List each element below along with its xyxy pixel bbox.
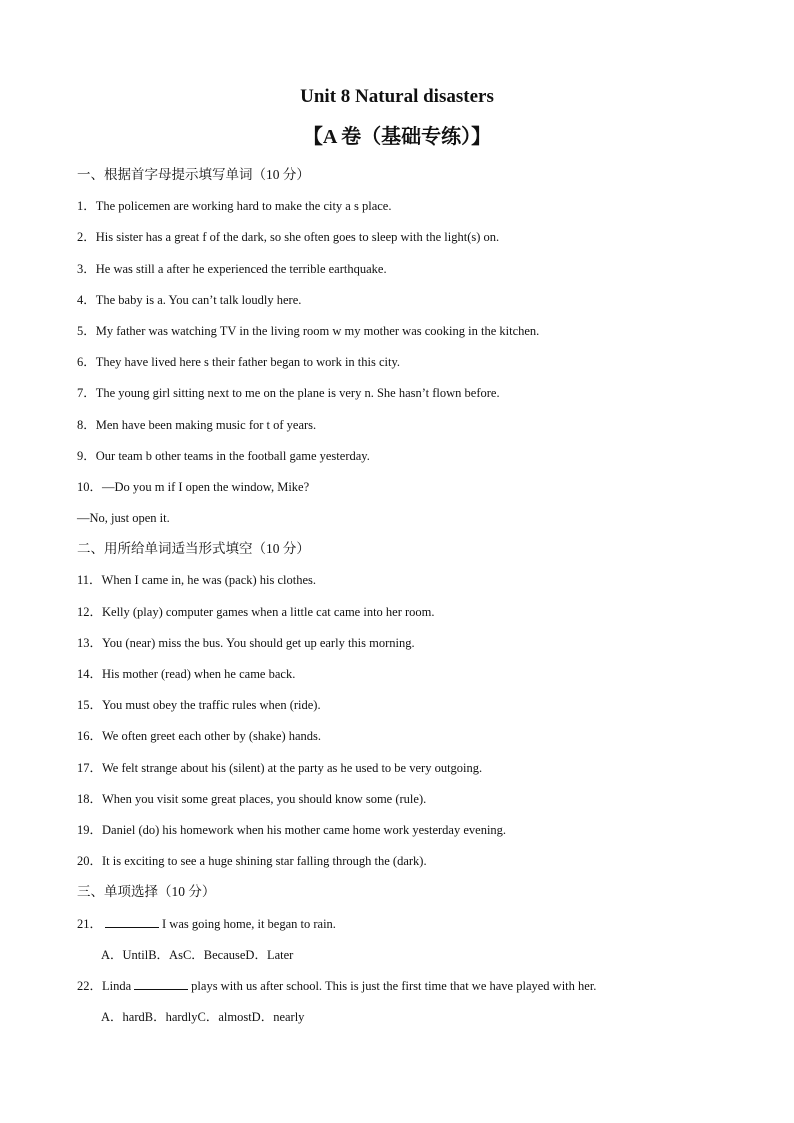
question-line: 3．He was still a after he experienced the terrible earthquake. (77, 261, 387, 276)
question-line: —No, just open it. (77, 511, 170, 526)
document-title: Unit 8 Natural disasters (300, 86, 494, 107)
question-line: 5．My father was watching TV in the living room w my mother was cooking in the kitchen. (77, 323, 540, 338)
question-line: 1．The policemen are working hard to make the city a s place. (77, 199, 392, 214)
question-line: 2．His sister has a great f of the dark, so she often goes to sleep with the light(s) on. (77, 230, 500, 245)
question-line (0, 975, 794, 1006)
question-line: 9．Our team b other teams in the football game yesterday. (77, 448, 370, 463)
question-line: 10．—Do you m if I open the window, Mike? (77, 479, 310, 494)
question-text: plays with us after school. This is just the first time that we have played with her. (191, 978, 597, 993)
question-line: 20．It is exciting to see a huge shining star falling through the (dark). (77, 854, 427, 869)
answer-options: A．hardB．hardlyC．almostD．nearly (101, 1010, 305, 1025)
answer-blank (134, 977, 188, 990)
question-line: 17．We felt strange about his (silent) at the party as he used to be very outgoing. (77, 760, 483, 775)
question-line: 8．Men have been making music for t of years. (77, 417, 317, 432)
question-line: 12．Kelly (play) computer games when a little cat came into her room. (77, 604, 435, 619)
question-number: 22．Linda (77, 978, 132, 993)
question-line: 18．When you visit some great places, you should know some (rule). (77, 791, 427, 806)
question-line: 14．His mother (read) when he came back. (77, 667, 296, 681)
question-line: 4．The baby is a. You can’t talk loudly here. (77, 292, 302, 307)
question-number: 21． (77, 916, 103, 931)
section-heading: 一、根据首字母提示填写单词（10 分） (77, 167, 310, 182)
question-line (0, 913, 794, 944)
question-line: 15．You must obey the traffic rules when (ride). (77, 698, 321, 713)
question-line: 6．They have lived here s their father began to work in this city. (77, 355, 401, 370)
section-heading: 二、用所给单词适当形式填空（10 分） (77, 541, 310, 557)
question-list (0, 164, 794, 1037)
answer-blank (105, 915, 159, 928)
question-line: 11．When I came in, he was (pack) his clothes. (77, 573, 317, 588)
question-line: 19．Daniel (do) his homework when his mother came home work yesterday evening. (77, 822, 507, 837)
question-line: 7．The young girl sitting next to me on the plane is very n. She hasn’t flown before. (77, 386, 500, 401)
section-heading: 三、单项选择（10 分） (77, 884, 216, 900)
question-line: 13．You (near) miss the bus. You should get up early this morning. (77, 635, 415, 650)
question-line: 16．We often greet each other by (shake) hands. (77, 729, 322, 744)
question-text: I was going home, it began to rain. (162, 916, 336, 931)
document-subtitle: 【A 卷（基础专练）】 (302, 126, 492, 148)
answer-options: A．UntilB．AsC．BecauseD．Later (101, 947, 294, 962)
